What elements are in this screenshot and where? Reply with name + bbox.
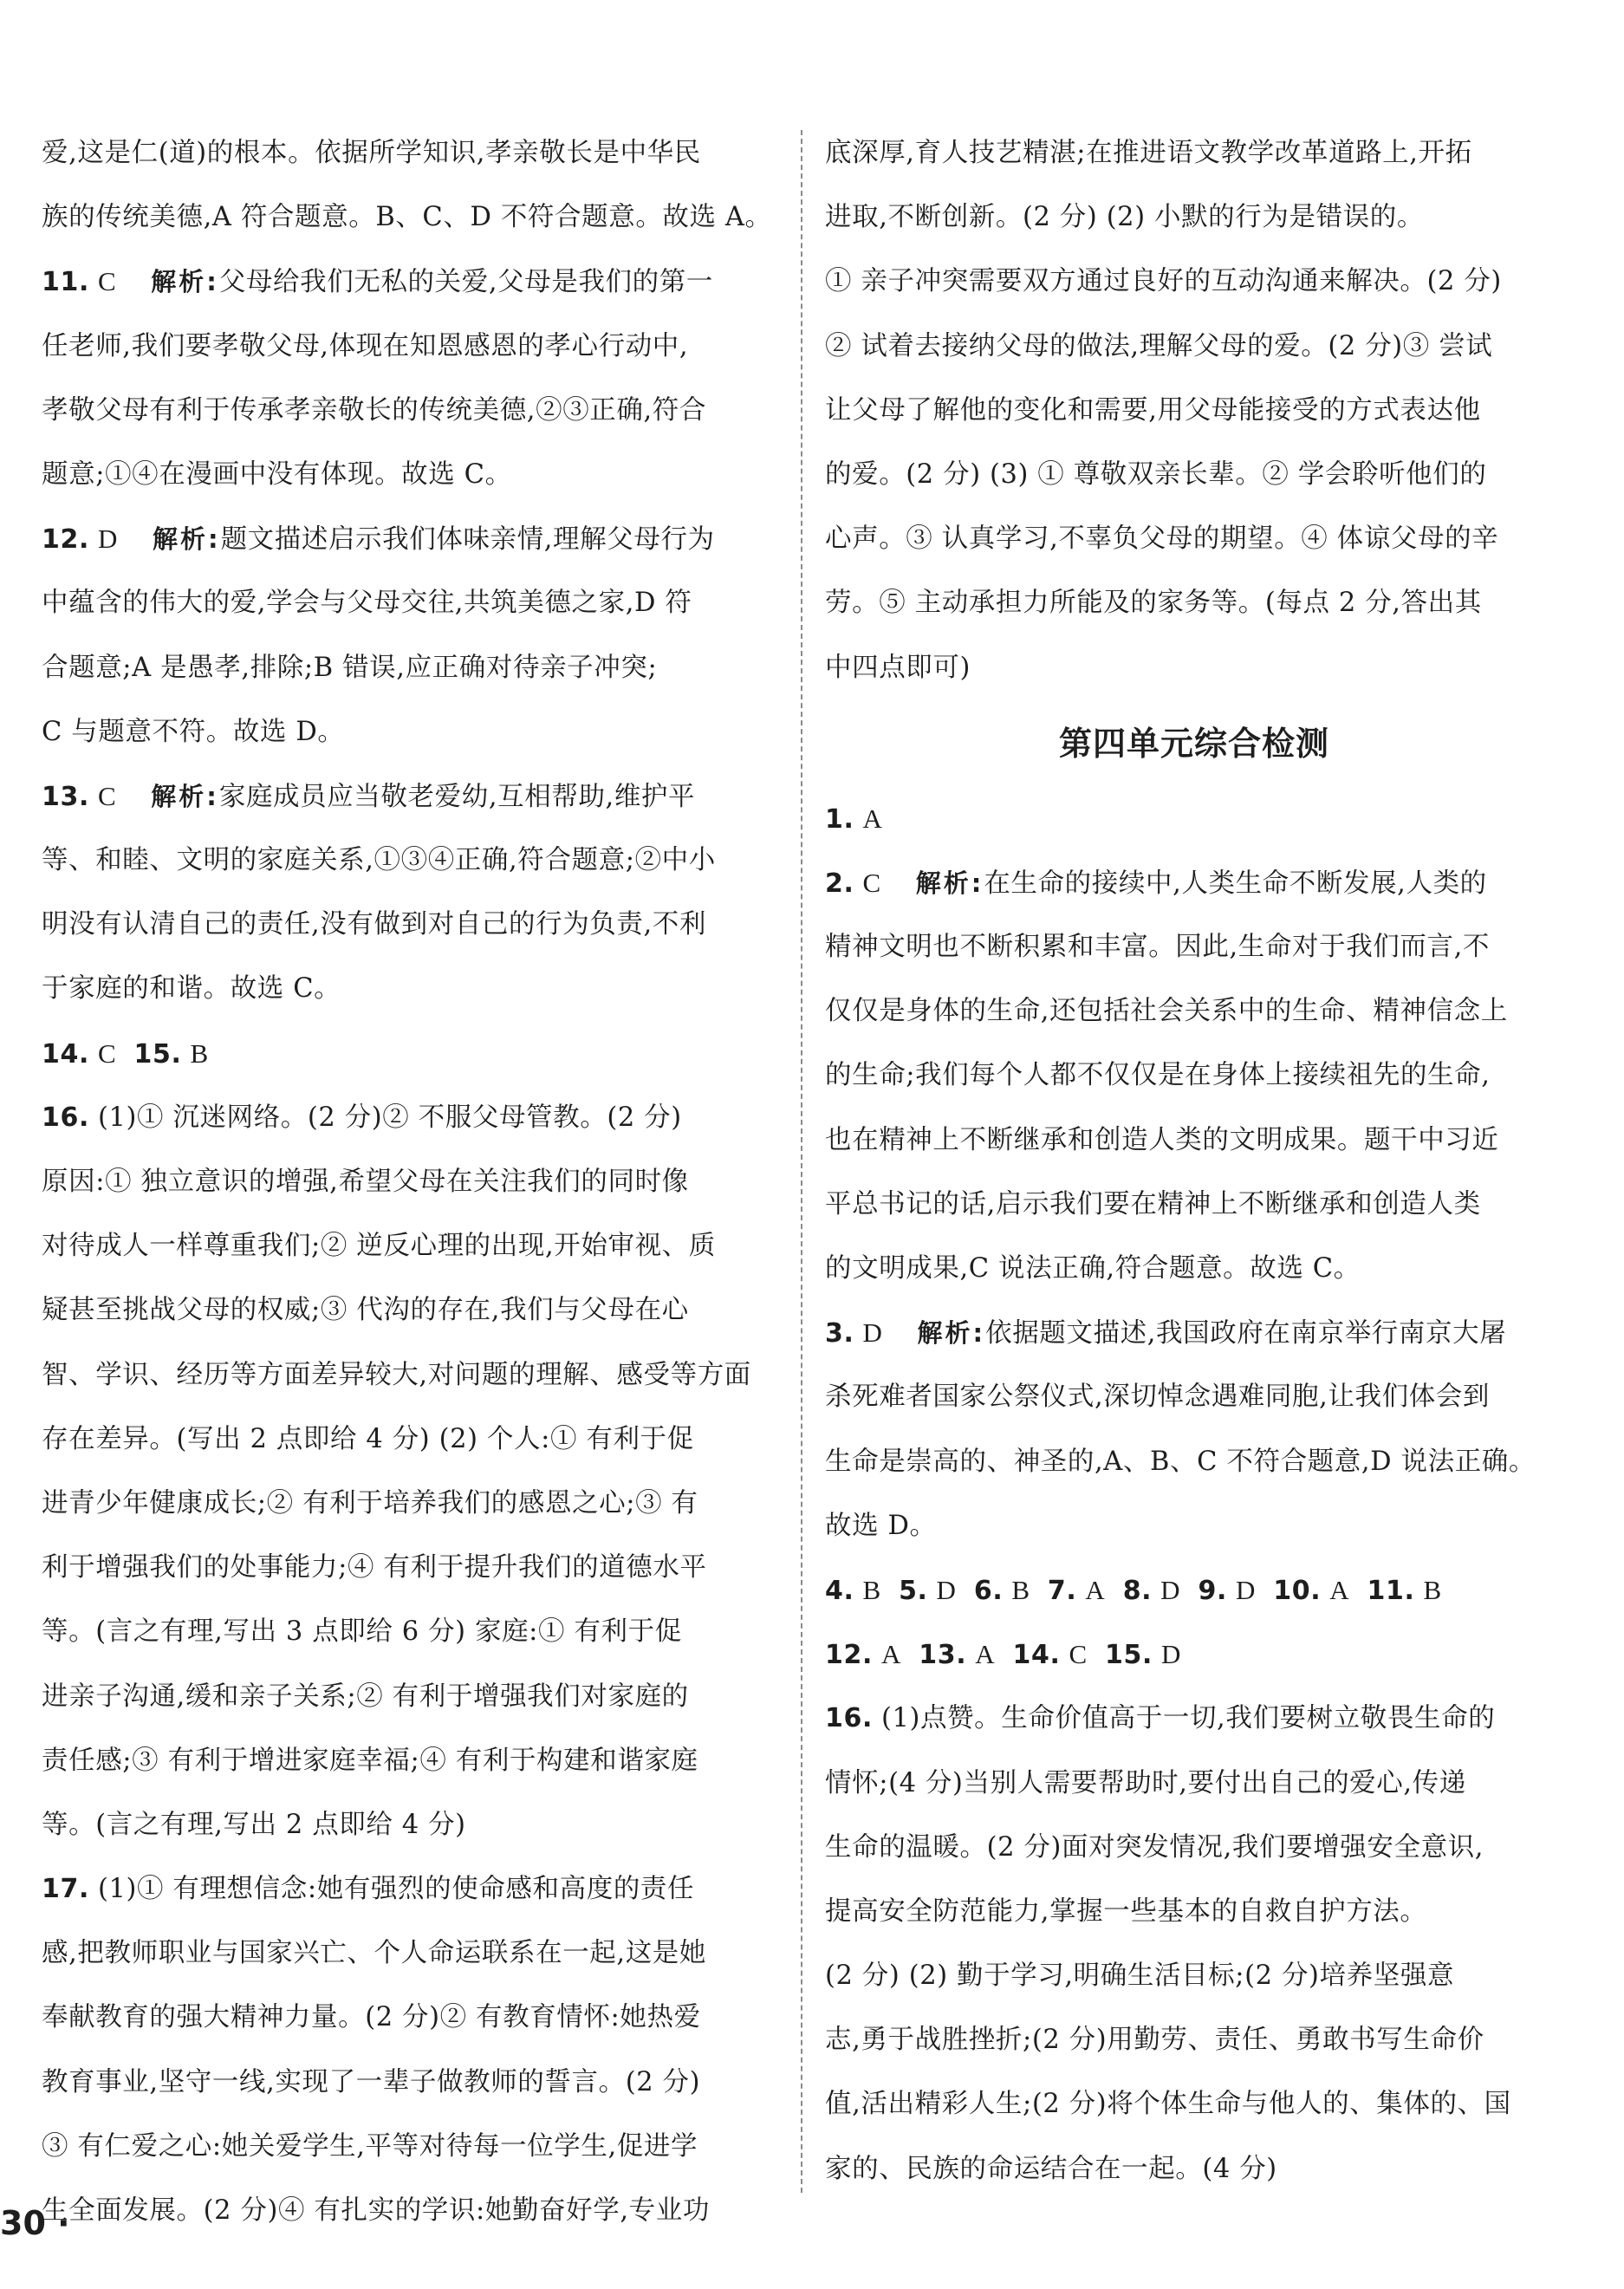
line-text: 合题意;A 是愚孝,排除;B 错误,应正确对待亲子冲突; [42, 652, 658, 683]
line-text: 进取,不断创新。(2 分) (2) 小默的行为是错误的。 [825, 202, 1424, 233]
line-text: 题意;①④在漫画中没有体现。故选 C。 [42, 458, 512, 490]
answer-letter: B [190, 1037, 209, 1069]
question-number: 10. [1273, 1575, 1322, 1606]
line-text: 故选 D。 [825, 1510, 937, 1541]
text-line [42, 1600, 780, 1664]
text-line [42, 1343, 780, 1408]
line-text: 劳。⑤ 主动承担力所能及的家务等。(每点 2 分,答出其 [825, 588, 1482, 619]
question-number: 16. [825, 1703, 873, 1734]
answer-letter: C [97, 1037, 117, 1069]
line-text: (1)① 沉迷网络。(2 分)② 不服父母管教。(2 分) [97, 1102, 682, 1133]
column-divider [801, 130, 802, 2193]
text-line [825, 787, 1563, 851]
answer-letter: A [1329, 1574, 1350, 1605]
line-text: 依据题文描述,我国政府在南京举行南京大屠 [985, 1318, 1507, 1349]
text-line [42, 185, 780, 250]
line-text: 仅仅是身体的生命,还包括社会关系中的生命、精神信念上 [825, 996, 1508, 1027]
text-line [42, 1536, 780, 1600]
line-text: 题文描述启示我们体味亲情,理解父母行为 [220, 524, 715, 556]
text-line [825, 1365, 1563, 1429]
question-number: 15. [133, 1038, 182, 1070]
left-column [42, 121, 780, 2243]
question-number: 13. [919, 1640, 967, 1671]
answer-letter: D [1160, 1574, 1181, 1605]
line-text: 生命是崇高的、神圣的,A、B、C 不符合题意,D 说法正确。 [825, 1446, 1536, 1477]
line-text: 志,勇于战胜挫折;(2 分)用勤劳、责任、勇敢书写生命价 [825, 2025, 1484, 2056]
line-text: ② 试着去接纳父母的做法,理解父母的爱。(2 分)③ 尝试 [825, 330, 1493, 361]
line-text: 族的传统美德,A 符合题意。B、C、D 不符合题意。故选 A。 [42, 202, 772, 233]
line-text: 让父母了解他的变化和需要,用父母能接受的方式表达他 [825, 394, 1481, 426]
text-line [825, 121, 1563, 185]
text-line [825, 443, 1563, 507]
line-text: 的生命;我们每个人都不仅仅是在身体上接续祖先的生命, [825, 1060, 1491, 1091]
text-line [825, 379, 1563, 443]
text-line [42, 636, 780, 700]
question-number: 8. [1122, 1575, 1153, 1606]
question-number: 6. [973, 1575, 1004, 1606]
answer-letter: C [862, 867, 881, 898]
line-text: 生命的温暖。(2 分)面对突发情况,我们要增强安全意识, [825, 1831, 1484, 1863]
line-text: 感,把教师职业与国家兴亡、个人命运联系在一起,这是她 [42, 1938, 706, 1969]
analysis-label: 解析: [915, 868, 984, 898]
line-text: 等。(言之有理,写出 3 点即给 6 分) 家庭:① 有利于促 [42, 1616, 682, 1648]
answer-letter: D [1235, 1574, 1256, 1605]
answer-letter: A [1085, 1574, 1106, 1605]
text-line [42, 1729, 780, 1793]
analysis-label: 解析: [917, 1318, 986, 1349]
text-line [42, 764, 780, 829]
line-text: 也在精神上不断继承和创造人类的文明成果。题干中习近 [825, 1124, 1499, 1155]
text-line [42, 1922, 780, 1986]
line-text: 杀死难者国家公祭仪式,深切悼念遇难同胞,让我们体会到 [825, 1382, 1490, 1413]
line-text: C 与题意不符。故选 D。 [42, 716, 345, 747]
line-text: 教育事业,坚守一线,实现了一辈子做教师的誓言。(2 分) [42, 2066, 701, 2097]
answer-letter: B [1423, 1574, 1442, 1605]
text-line [825, 1622, 1563, 1687]
line-text: 爱,这是仁(道)的根本。依据所学知识,孝亲敬长是中华民 [42, 138, 701, 168]
question-number: 11. [1367, 1575, 1415, 1606]
text-line [42, 1278, 780, 1343]
answer-letter: D [862, 1317, 883, 1349]
text-line [42, 1150, 780, 1214]
line-text: 精神文明也不断积累和丰富。因此,生命对于我们而言,不 [825, 932, 1490, 963]
line-text: 生全面发展。(2 分)④ 有扎实的学识:她勤奋好学,专业功 [42, 2195, 710, 2226]
unit-four-answers [825, 787, 1563, 2201]
text-line [825, 1816, 1563, 1880]
line-text: 心声。③ 认真学习,不辜负父母的期望。④ 体谅父母的辛 [825, 523, 1499, 555]
line-text: ① 亲子冲突需要双方通过良好的互动沟通来解决。(2 分) [825, 266, 1502, 297]
text-line [42, 1793, 780, 1857]
text-line [825, 1044, 1563, 1108]
text-line [825, 315, 1563, 379]
question-number: 1. [825, 803, 854, 835]
line-text: 进亲子沟通,缓和亲子关系;② 有利于增强我们对家庭的 [42, 1681, 689, 1712]
line-text: 在生命的接续中,人类生命不断发展,人类的 [984, 868, 1487, 899]
question-number: 14. [1012, 1640, 1061, 1671]
line-text: 于家庭的和谐。故选 C。 [42, 973, 341, 1005]
line-text: (2 分) (2) 勤于学习,明确生活目标;(2 分)培养坚强意 [825, 1961, 1455, 1992]
question-number: 5. [899, 1575, 928, 1606]
page-number: 30 · [0, 2204, 70, 2242]
text-line [42, 1986, 780, 2050]
question-number: 4. [825, 1575, 854, 1606]
line-text: 进青少年健康成长;② 有利于培养我们的感恩之心;③ 有 [42, 1487, 698, 1518]
text-line [42, 1408, 780, 1472]
text-line [825, 851, 1563, 915]
line-text: 明没有认清自己的责任,没有做到对自己的行为负责,不利 [42, 909, 706, 940]
text-line [825, 1237, 1563, 1301]
answer-letter: D [936, 1574, 957, 1605]
text-line [825, 185, 1563, 250]
question-number: 7. [1047, 1575, 1077, 1606]
line-text: 值,活出精彩人生;(2 分)将个体生命与他人的、集体的、国 [825, 2089, 1511, 2120]
text-line [42, 1086, 780, 1150]
right-column-continuation [825, 121, 1563, 700]
text-line [825, 1173, 1563, 1237]
text-line [825, 1687, 1563, 1751]
answer-letter: A [880, 1639, 901, 1670]
line-text: 平总书记的话,启示我们要在精神上不断继承和创造人类 [825, 1188, 1481, 1219]
question-number: 14. [42, 1038, 89, 1070]
line-text: 疑甚至挑战父母的权威;③ 代沟的存在,我们与父母在心 [42, 1295, 689, 1326]
text-line [42, 1665, 780, 1729]
text-line [42, 1857, 780, 1922]
question-number: 17. [42, 1874, 89, 1905]
line-text: 家的、民族的命运结合在一起。(4 分) [825, 2153, 1277, 2184]
question-number: 12. [42, 524, 89, 556]
line-text: 利于增强我们的处事能力;④ 有利于提升我们的道德水平 [42, 1552, 707, 1583]
text-line [42, 507, 780, 571]
text-line [825, 1301, 1563, 1365]
text-line [42, 250, 780, 314]
text-line [42, 893, 780, 957]
text-line [825, 915, 1563, 979]
analysis-label: 解析: [151, 781, 219, 811]
question-number: 13. [42, 781, 89, 812]
answer-letter: C [97, 266, 117, 297]
text-line [42, 957, 780, 1021]
text-line [825, 1944, 1563, 2008]
text-line [825, 2137, 1563, 2201]
text-line [42, 571, 780, 635]
line-text: 底深厚,育人技艺精湛;在推进语文教学改革道路上,开拓 [825, 138, 1472, 168]
text-line [42, 379, 780, 443]
answer-letter: C [97, 780, 117, 811]
text-line [825, 250, 1563, 314]
answer-letter: B [1011, 1574, 1030, 1605]
question-number: 3. [825, 1318, 854, 1349]
line-text: 对待成人一样尊重我们;② 逆反心理的出现,开始审视、质 [42, 1231, 716, 1262]
line-text: ③ 有仁爱之心:她关爱学生,平等对待每一位学生,促进学 [42, 2130, 698, 2162]
answer-letter: D [97, 523, 118, 555]
line-text: 的文明成果,C 说法正确,符合题意。故选 C。 [825, 1253, 1361, 1284]
text-line [42, 121, 780, 185]
right-column [825, 121, 1563, 2201]
text-line [825, 1558, 1563, 1622]
line-text: 的爱。(2 分) (3) ① 尊敬双亲长辈。② 学会聆听他们的 [825, 458, 1487, 490]
question-number: 15. [1105, 1640, 1153, 1671]
text-line [825, 1752, 1563, 1816]
text-line [825, 1880, 1563, 1944]
line-text: 家庭成员应当敬老爱幼,互相帮助,维护平 [218, 781, 696, 812]
line-text: 孝敬父母有利于传承孝亲敬长的传统美德,②③正确,符合 [42, 394, 706, 426]
answer-letter: C [1069, 1639, 1088, 1670]
text-line [825, 507, 1563, 571]
text-line [42, 315, 780, 379]
text-line [42, 1472, 780, 1536]
line-text: 任老师,我们要孝敬父母,体现在知恩感恩的孝心行动中, [42, 330, 689, 361]
answer-letter: A [975, 1639, 996, 1670]
text-line [825, 636, 1563, 700]
line-text: 责任感;③ 有利于增进家庭幸福;④ 有利于构建和谐家庭 [42, 1745, 698, 1776]
text-line [825, 2072, 1563, 2136]
analysis-label: 解析: [152, 524, 221, 555]
line-text: (1)① 有理想信念:她有强烈的使命感和高度的责任 [97, 1874, 695, 1905]
line-text: 情怀;(4 分)当别人需要帮助时,要付出自己的爱心,传递 [825, 1767, 1466, 1798]
question-number: 16. [42, 1102, 89, 1133]
answer-letter: D [1160, 1639, 1181, 1670]
text-line [42, 1214, 780, 1278]
question-number: 2. [825, 868, 854, 899]
line-text: 存在差异。(写出 2 点即给 4 分) (2) 个人:① 有利于促 [42, 1423, 694, 1454]
line-text: 智、学识、经历等方面差异较大,对问题的理解、感受等方面 [42, 1359, 751, 1390]
text-line [42, 2115, 780, 2179]
question-number: 11. [42, 267, 89, 298]
question-number: 12. [825, 1640, 873, 1671]
text-line [825, 1494, 1563, 1558]
text-line [42, 443, 780, 507]
text-line [42, 2179, 780, 2243]
text-line [42, 1022, 780, 1086]
line-text: 提高安全防范能力,掌握一些基本的自救自护方法。 [825, 1896, 1427, 1927]
line-text: 等、和睦、文明的家庭关系,①③④正确,符合题意;②中小 [42, 845, 716, 876]
line-text: 等。(言之有理,写出 2 点即给 4 分) [42, 1809, 466, 1840]
answer-letter: B [862, 1574, 881, 1605]
text-line [42, 2051, 780, 2115]
answer-letter: A [862, 803, 883, 834]
line-text: (1)点赞。生命价值高于一切,我们要树立敬畏生命的 [880, 1703, 1496, 1734]
line-text: 父母给我们无私的关爱,父母是我们的第一 [218, 267, 713, 298]
text-line [42, 700, 780, 764]
line-text: 奉献教育的强大精神力量。(2 分)② 有教育情怀:她热爱 [42, 2002, 701, 2033]
line-text: 原因:① 独立意识的增强,希望父母在关注我们的同时像 [42, 1167, 689, 1197]
question-number: 9. [1198, 1575, 1227, 1606]
text-line [825, 571, 1563, 635]
text-line [825, 2008, 1563, 2072]
line-text: 中四点即可) [825, 652, 971, 683]
section-title: 第四单元综合检测 [1058, 724, 1329, 763]
text-line [825, 1109, 1563, 1173]
text-line [42, 829, 780, 893]
line-text: 中蕴含的伟大的爱,学会与父母交往,共筑美德之家,D 符 [42, 588, 692, 619]
analysis-label: 解析: [151, 267, 219, 297]
text-line [825, 1430, 1563, 1494]
text-line [825, 979, 1563, 1044]
